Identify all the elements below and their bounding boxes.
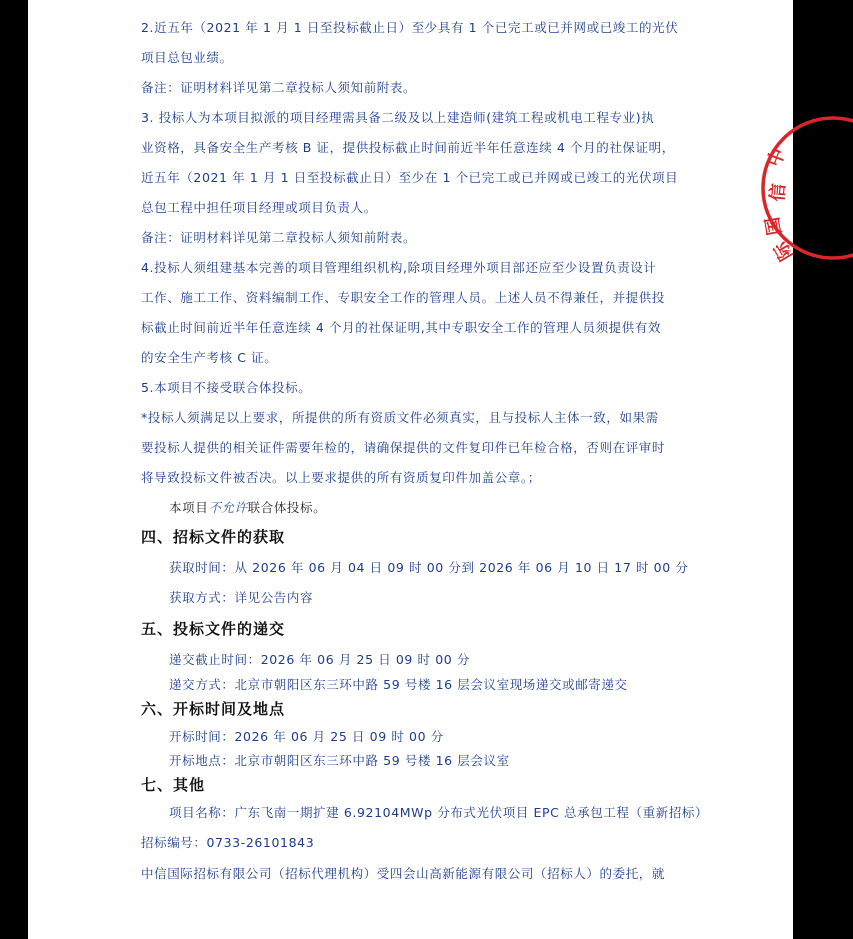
text-line: 的安全生产考核 C 证。 — [141, 350, 278, 365]
section-heading: 六、开标时间及地点 — [141, 700, 286, 718]
text-line: 要投标人提供的相关证件需要年检的，请确保提供的文件复印件已年检合格，否则在评审时 — [141, 440, 666, 455]
consortium-line — [169, 498, 326, 516]
section-heading: 五、投标文件的递交 — [141, 620, 286, 638]
text-line: 将导致投标文件被否决。以上要求提供的所有资质复印件加盖公章。； — [141, 470, 541, 485]
text-line: 工作、施工工作、资料编制工作、专职安全工作的管理人员。上述人员不得兼任，并提供投 — [141, 290, 666, 305]
text-line: 3. 投标人为本项目拟派的项目经理需具备二级及以上建造师(建筑工程或机电工程专业)执 — [141, 110, 655, 125]
text-line: 2.近五年（2021 年 1 月 1 日至投标截止日）至少具有 1 个已完工或已并网或已竣工的光伏 — [141, 20, 679, 35]
opening-place: 开标地点：北京市朝阳区东三环中路 59 号楼 16 层会议室 — [169, 753, 510, 768]
svg-text:国: 国 — [762, 215, 786, 237]
text-line: 备注：证明材料详见第二章投标人须知前附表。 — [141, 80, 417, 95]
consortium-prefix: 本项目 — [169, 500, 209, 515]
text-line: *投标人须满足以上要求，所提供的所有资质文件必须真实，且与投标人主体一致，如果需 — [141, 410, 659, 425]
consortium-suffix: 联合体投标。 — [247, 500, 327, 515]
text-line: 标截止时间前近半年任意连续 4 个月的社保证明,其中专职安全工作的管理人员须提供有效 — [141, 320, 662, 335]
agent-line: 中信国际招标有限公司（招标代理机构）受四会山高新能源有限公司（招标人）的委托，就 — [141, 866, 666, 881]
tender-number: 招标编号：0733-26101843 — [141, 835, 315, 850]
svg-text:际: 际 — [770, 237, 798, 264]
opening-time: 开标时间：2026 年 06 月 25 日 09 时 00 分 — [169, 729, 444, 744]
text-line: 备注：证明材料详见第二章投标人须知前附表。 — [141, 230, 417, 245]
svg-text:中: 中 — [763, 145, 790, 170]
section-heading: 四、招标文件的获取 — [141, 528, 286, 546]
text-line: 近五年（2021 年 1 月 1 日至投标截止日）至少在 1 个已完工或已并网或已竣工的光伏项目 — [141, 170, 679, 185]
submit-deadline: 递交截止时间：2026 年 06 月 25 日 09 时 00 分 — [169, 652, 470, 667]
text-line: 项目总包业绩。 — [141, 50, 233, 65]
document-page — [28, 0, 798, 939]
text-line: 总包工程中担任项目经理或项目负责人。 — [141, 200, 377, 215]
project-name: 项目名称：广东飞南一期扩建 6.92104MWp 分布式光伏项目 EPC 总承包工程（重新招标） — [169, 805, 709, 820]
red-seal-stamp — [753, 108, 853, 268]
obtain-method: 获取方式：详见公告内容 — [169, 590, 314, 605]
consortium-value: 不允许 — [208, 500, 248, 515]
text-line: 5.本项目不接受联合体投标。 — [141, 380, 312, 395]
text-line: 业资格，具备安全生产考核 B 证，提供投标截止时间前近半年任意连续 4 个月的社保证明， — [141, 140, 675, 155]
obtain-time: 获取时间：从 2026 年 06 月 04 日 09 时 00 分到 2026 年 06 月 10 日 17 时 00 分 — [169, 560, 689, 575]
text-line: 4.投标人须组建基本完善的项目管理组织机构,除项目经理外项目部还应至少设置负责设计 — [141, 260, 657, 275]
section-heading: 七、其他 — [141, 776, 206, 794]
svg-text:信: 信 — [767, 182, 790, 203]
submit-method: 递交方式：北京市朝阳区东三环中路 59 号楼 16 层会议室现场递交或邮寄递交 — [169, 677, 628, 692]
